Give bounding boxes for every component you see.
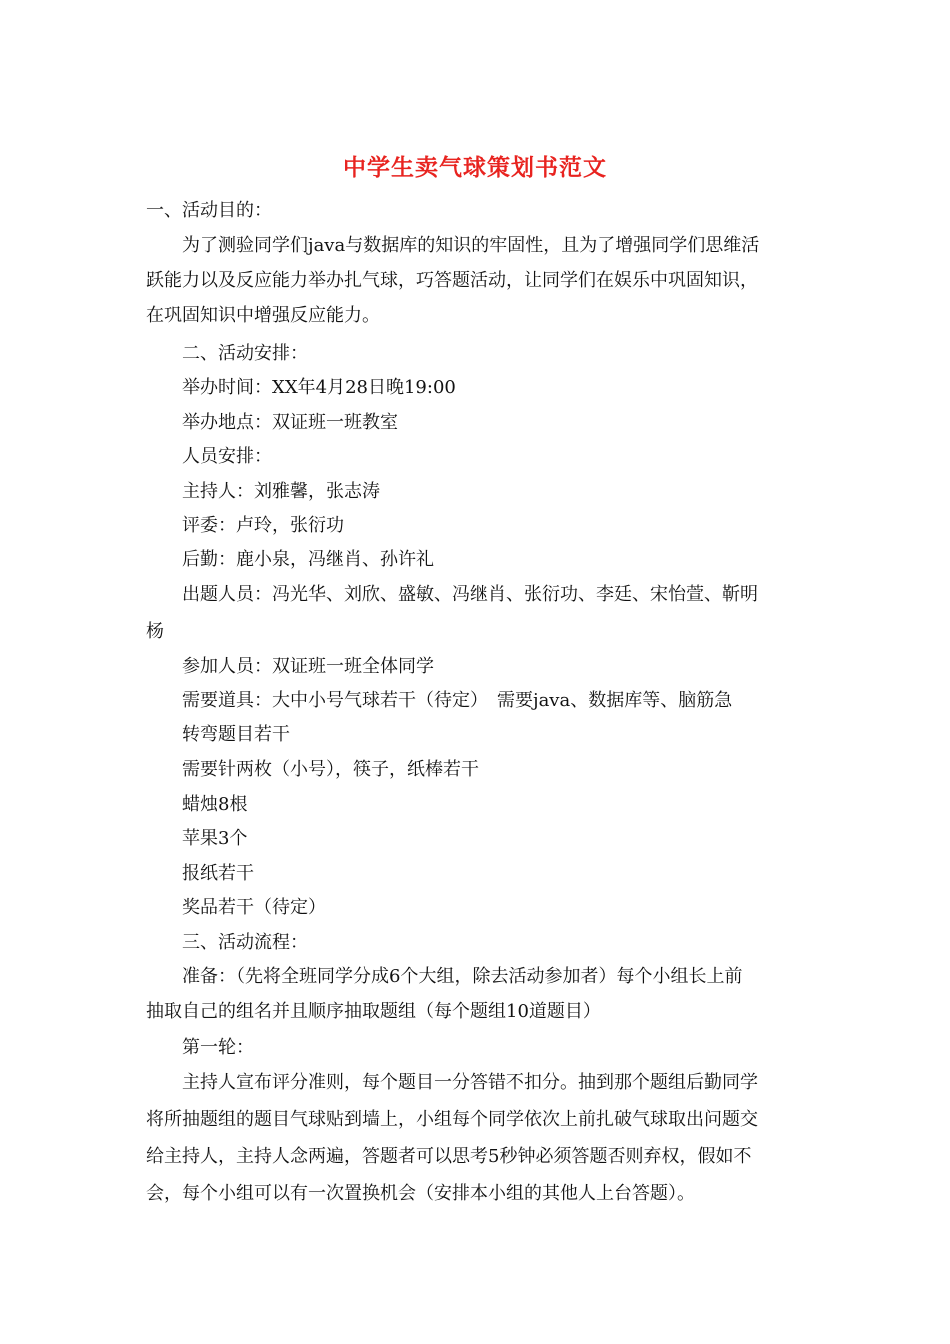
paragraph-line: 准备：（先将全班同学分成6个大组，除去活动参加者）每个小组长上前 [182,966,743,987]
host-line: 主持人：刘雅馨，张志涛 [182,481,380,502]
event-location: 举办地点：双证班一班教室 [182,412,398,433]
section-heading-process: 三、活动流程： [182,932,308,953]
props-item: 蜡烛8根 [182,794,248,815]
judges-line: 评委：卢玲，张衍功 [182,515,344,536]
paragraph-line: 在巩固知识中增强反应能力。 [146,305,380,326]
staff-heading: 人员安排： [182,446,272,467]
paragraph-line: 给主持人，主持人念两遍，答题者可以思考5秒钟必须答题否则弃权，假如不 [146,1146,752,1167]
paragraph-line: 为了测验同学们java与数据库的知识的牢固性，且为了增强同学们思维活 [182,235,760,256]
event-time: 举办时间：XX年4月28日晚19:00 [182,377,456,398]
round-one-heading: 第一轮： [182,1037,254,1058]
props-item: 奖品若干（待定） [182,897,326,918]
props-item: 苹果3个 [182,828,248,849]
question-setters-line-cont: 杨 [146,621,164,642]
section-heading-purpose: 一、活动目的： [146,200,272,221]
paragraph-line: 会，每个小组可以有一次置换机会（安排本小组的其他人上台答题）。 [146,1183,695,1204]
document-title: 中学生卖气球策划书范文 [343,154,607,181]
paragraph-line: 主持人宣布评分准则，每个题目一分答错不扣分。抽到那个题组后勤同学 [182,1072,758,1093]
props-line: 需要道具：大中小号气球若干（待定） 需要java、数据库等、脑筋急 [182,690,733,711]
props-item: 报纸若干 [182,863,254,884]
paragraph-line: 跃能力以及反应能力举办扎气球，巧答题活动，让同学们在娱乐中巩固知识， [146,270,758,291]
paragraph-line: 将所抽题组的题目气球贴到墙上，小组每个同学依次上前扎破气球取出问题交 [146,1109,758,1130]
question-setters-line: 出题人员：冯光华、刘欣、盛敏、冯继肖、张衍功、李廷、宋怡萱、靳明 [182,584,758,605]
logistics-line: 后勤：鹿小泉，冯继肖、孙许礼 [182,549,434,570]
paragraph-line: 抽取自己的组名并且顺序抽取题组（每个题组10道题目） [146,1001,601,1022]
props-line-cont: 转弯题目若干 [182,724,290,745]
section-heading-arrangement: 二、活动安排： [182,343,308,364]
props-item: 需要针两枚（小号），筷子，纸棒若干 [182,759,479,780]
participants-line: 参加人员：双证班一班全体同学 [182,656,434,677]
